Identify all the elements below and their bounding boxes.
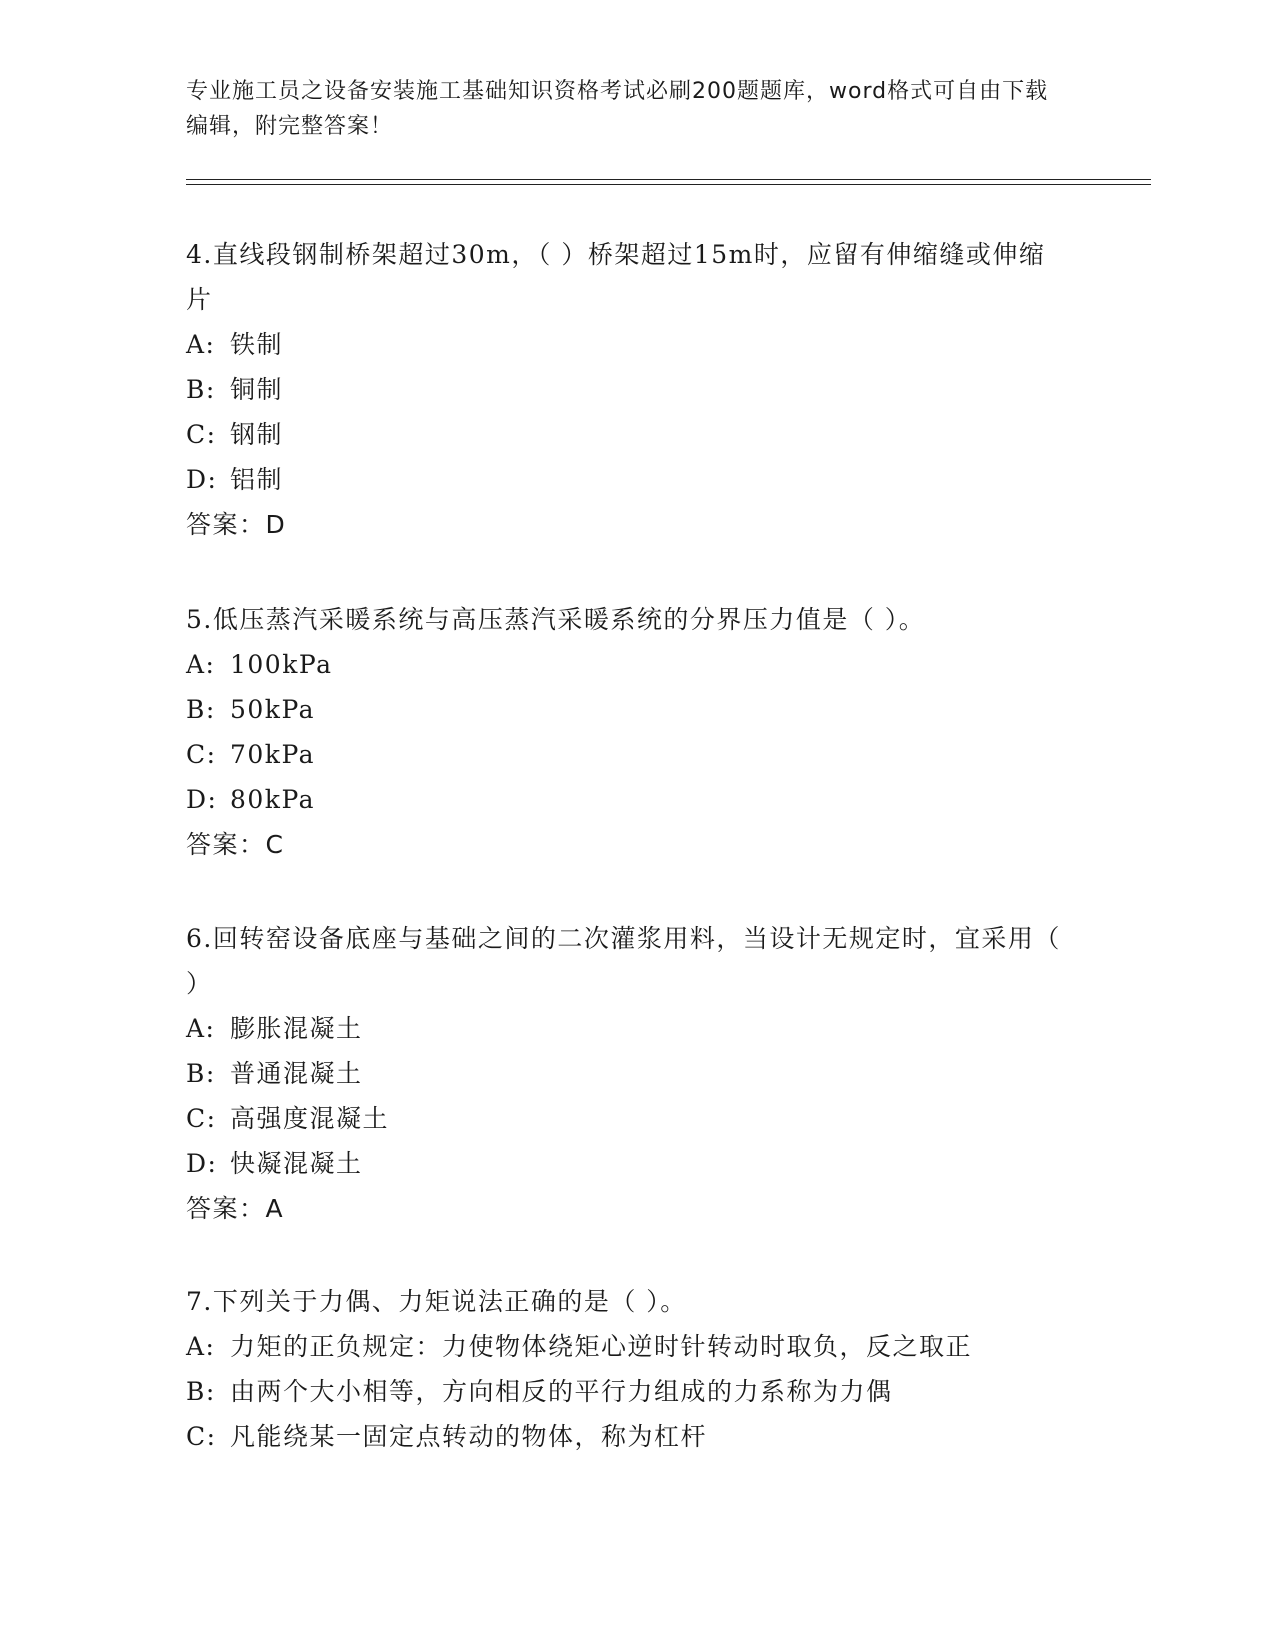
question-stem: 7.下列关于力偶、力矩说法正确的是（ ）。 — [186, 1287, 687, 1316]
option-b — [186, 1369, 1066, 1414]
option-letter: C: — [186, 420, 217, 449]
option-letter: B: — [186, 1059, 216, 1088]
option-text: 钢制 — [230, 420, 284, 449]
option-a — [186, 1324, 1066, 1369]
option-c — [186, 412, 1066, 457]
option-text: 由两个大小相等，方向相反的平行力组成的力系称为力偶 — [230, 1377, 893, 1406]
option-d — [186, 777, 1066, 822]
option-c — [186, 1414, 1066, 1459]
option-a — [186, 1006, 1066, 1051]
option-text: 膨胀混凝土 — [230, 1014, 363, 1043]
answer: 答案：D — [186, 510, 287, 539]
option-text: 高强度混凝土 — [230, 1104, 390, 1133]
question-7 — [186, 1279, 1066, 1459]
option-letter: D: — [186, 465, 218, 494]
question-4 — [186, 232, 1066, 547]
option-text: 铁制 — [230, 330, 284, 359]
option-text: 力矩的正负规定：力使物体绕矩心逆时针转动时取负，反之取正 — [230, 1332, 973, 1361]
option-letter: B: — [186, 1377, 216, 1406]
answer: 答案：C — [186, 830, 285, 859]
option-letter: C: — [186, 1104, 217, 1133]
option-text: 凡能绕某一固定点转动的物体，称为杠杆 — [230, 1422, 708, 1451]
question-6 — [186, 916, 1066, 1231]
option-letter: A: — [186, 330, 216, 359]
option-letter: A: — [186, 1014, 216, 1043]
answer: 答案：A — [186, 1194, 285, 1223]
question-5 — [186, 597, 1066, 867]
option-c — [186, 1096, 1066, 1141]
option-letter: B: — [186, 375, 216, 404]
question-stem: 6.回转窑设备底座与基础之间的二次灌浆用料，当设计无规定时，宜采用（ ） — [186, 924, 1061, 998]
option-text: 普通混凝土 — [230, 1059, 363, 1088]
option-text: 80kPa — [230, 785, 316, 814]
option-text: 70kPa — [230, 740, 316, 769]
option-c — [186, 732, 1066, 777]
option-letter: C: — [186, 1422, 217, 1451]
option-d — [186, 1141, 1066, 1186]
option-text: 铝制 — [230, 465, 284, 494]
option-text: 100kPa — [230, 650, 333, 679]
document-header: 专业施工员之设备安装施工基础知识资格考试必刷200题题库，word格式可自由下载编辑，附完整答案！ — [186, 79, 1049, 139]
question-stem: 4.直线段钢制桥架超过30m，（ ）桥架超过15m时，应留有伸缩缝或伸缩片 — [186, 240, 1046, 314]
option-letter: A: — [186, 1332, 216, 1361]
option-a — [186, 322, 1066, 367]
option-letter: C: — [186, 740, 217, 769]
question-stem: 5.低压蒸汽采暖系统与高压蒸汽采暖系统的分界压力值是（ ）。 — [186, 605, 926, 634]
option-d — [186, 457, 1066, 502]
option-text: 快凝混凝土 — [230, 1149, 363, 1178]
option-b — [186, 1051, 1066, 1096]
option-letter: D: — [186, 785, 218, 814]
option-b — [186, 687, 1066, 732]
option-text: 铜制 — [230, 375, 284, 404]
option-a — [186, 642, 1066, 687]
option-letter: D: — [186, 1149, 218, 1178]
option-letter: A: — [186, 650, 216, 679]
header-divider-bottom — [186, 184, 1151, 185]
option-letter: B: — [186, 695, 216, 724]
option-text: 50kPa — [230, 695, 316, 724]
header-divider-top — [186, 179, 1151, 180]
option-b — [186, 367, 1066, 412]
